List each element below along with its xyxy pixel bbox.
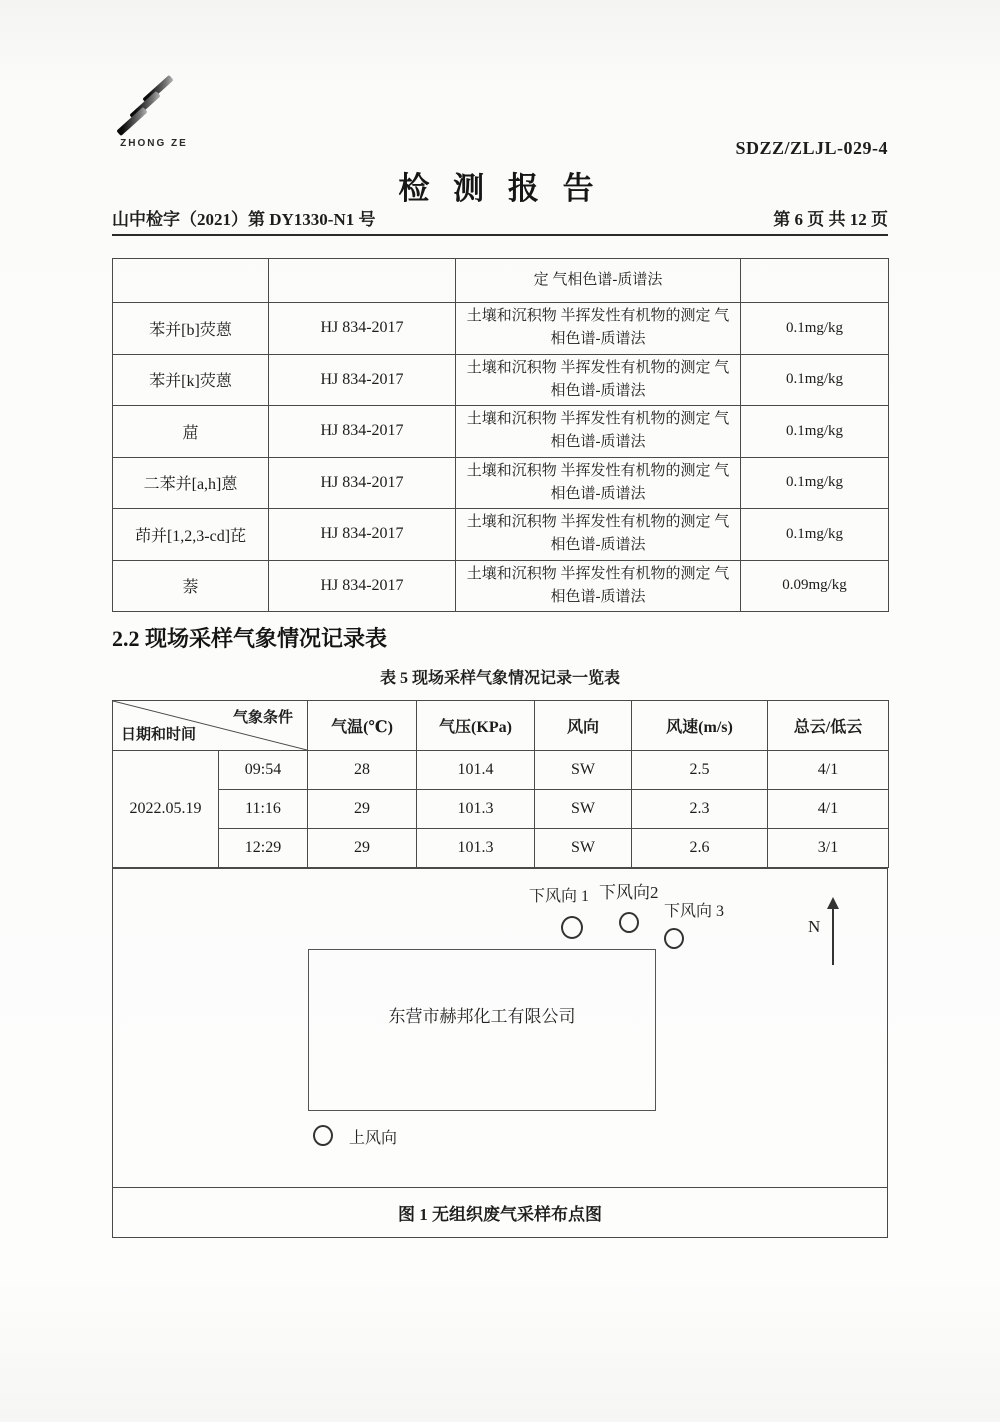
wind-direction-cell: SW [535,790,632,829]
standard-cell: HJ 834-2017 [269,406,456,458]
figure-caption-row [113,1187,887,1237]
report-number: 山中检字（2021）第 DY1330-N1 号 [112,210,376,229]
method-table [112,258,889,612]
downwind-3-sampling-point-icon [664,928,684,949]
cloud-cell: 4/1 [768,751,889,790]
downwind-2-sampling-point-icon [619,912,639,933]
downwind-1-label: 下风向 1 [529,888,590,905]
detection-limit-cell: 0.1mg/kg [741,457,889,509]
table-row [113,259,889,303]
header-meta-row [112,205,888,236]
standard-cell: HJ 834-2017 [269,560,456,612]
method-name-cell: 土壤和沉积物 半挥发性有机物的测定 气相色谱-质谱法 [456,509,741,561]
detection-limit-cell: 0.1mg/kg [741,354,889,406]
table-row [113,457,889,509]
pressure-cell: 101.3 [417,829,535,868]
detection-limit-cell [741,259,889,303]
method-name-cell: 土壤和沉积物 半挥发性有机物的测定 气相色谱-质谱法 [456,560,741,612]
analyte-cell: 茚并[1,2,3-cd]芘 [113,509,269,561]
cloud-cell: 4/1 [768,790,889,829]
standard-cell: HJ 834-2017 [269,457,456,509]
wind-direction-cell: SW [535,751,632,790]
logo-diagonal-bars-icon [112,78,192,134]
document-code: SDZZ/ZLJL-029-4 [735,138,888,158]
detection-limit-cell: 0.09mg/kg [741,560,889,612]
wind-direction-cell: SW [535,829,632,868]
table-row [113,560,889,612]
section-heading: 2.2 现场采样气象情况记录表 [112,626,388,651]
factory-boundary-rect [308,949,656,1111]
weather-table-header-row [113,701,889,751]
weather-table [112,700,889,868]
upwind-label: 上风向 [349,1130,398,1147]
standard-cell: HJ 834-2017 [269,354,456,406]
analyte-cell: 苯并[k]荧蒽 [113,354,269,406]
analyte-cell: 萘 [113,560,269,612]
table-row [113,751,889,790]
column-header-wind-direction: 风向 [535,701,632,751]
temperature-cell: 29 [308,790,417,829]
method-name-cell: 定 气相色谱-质谱法 [456,259,741,303]
column-header-temperature: 气温(℃) [308,701,417,751]
sampling-diagram [112,868,888,1238]
corner-label-datetime: 日期和时间 [121,727,197,743]
table-row [113,354,889,406]
table-caption: 表 5 现场采样气象情况记录一览表 [379,670,620,687]
method-name-cell: 土壤和沉积物 半挥发性有机物的测定 气相色谱-质谱法 [456,354,741,406]
upwind-sampling-point-icon [313,1125,333,1146]
analyte-cell: 苯并[b]荧蒽 [113,303,269,355]
column-header-cloud: 总云/低云 [768,701,889,751]
method-name-cell: 土壤和沉积物 半挥发性有机物的测定 气相色谱-质谱法 [456,406,741,458]
corner-header-cell [113,701,308,751]
company-logo [112,78,192,156]
north-arrow-line [832,907,834,965]
corner-label-conditions: 气象条件 [232,710,293,726]
table-row [113,790,889,829]
factory-name: 东营市赫邦化工有限公司 [388,1007,576,1026]
wind-speed-cell: 2.3 [632,790,768,829]
standard-cell: HJ 834-2017 [269,303,456,355]
table-row [113,509,889,561]
time-cell: 11:16 [219,790,308,829]
analyte-cell: 䓛 [113,406,269,458]
detection-limit-cell: 0.1mg/kg [741,509,889,561]
table-row [113,829,889,868]
downwind-1-sampling-point-icon [561,916,583,939]
page-number-info: 第 6 页 共 12 页 [773,210,888,229]
detection-limit-cell: 0.1mg/kg [741,303,889,355]
method-name-cell: 土壤和沉积物 半挥发性有机物的测定 气相色谱-质谱法 [456,457,741,509]
downwind-2-label: 下风向2 [599,883,659,902]
cloud-cell: 3/1 [768,829,889,868]
standard-cell: HJ 834-2017 [269,509,456,561]
north-arrow [808,897,848,972]
downwind-3-label: 下风向 3 [664,903,725,920]
temperature-cell: 29 [308,829,417,868]
north-label: N [808,917,821,936]
column-header-wind-speed: 风速(m/s) [632,701,768,751]
time-cell: 12:29 [219,829,308,868]
date-cell: 2022.05.19 [113,751,219,868]
pressure-cell: 101.3 [417,790,535,829]
time-cell: 09:54 [219,751,308,790]
table-row [113,406,889,458]
logo-text: ZHONG ZE [120,138,188,149]
detection-limit-cell: 0.1mg/kg [741,406,889,458]
temperature-cell: 28 [308,751,417,790]
wind-speed-cell: 2.6 [632,829,768,868]
column-header-pressure: 气压(KPa) [417,701,535,751]
figure-caption: 图 1 无组织废气采样布点图 [398,1205,602,1224]
wind-speed-cell: 2.5 [632,751,768,790]
analyte-cell [113,259,269,303]
method-name-cell: 土壤和沉积物 半挥发性有机物的测定 气相色谱-质谱法 [456,303,741,355]
analyte-cell: 二苯并[a,h]蒽 [113,457,269,509]
table-row [113,303,889,355]
standard-cell [269,259,456,303]
page-title: 检 测 报 告 [398,171,602,206]
pressure-cell: 101.4 [417,751,535,790]
